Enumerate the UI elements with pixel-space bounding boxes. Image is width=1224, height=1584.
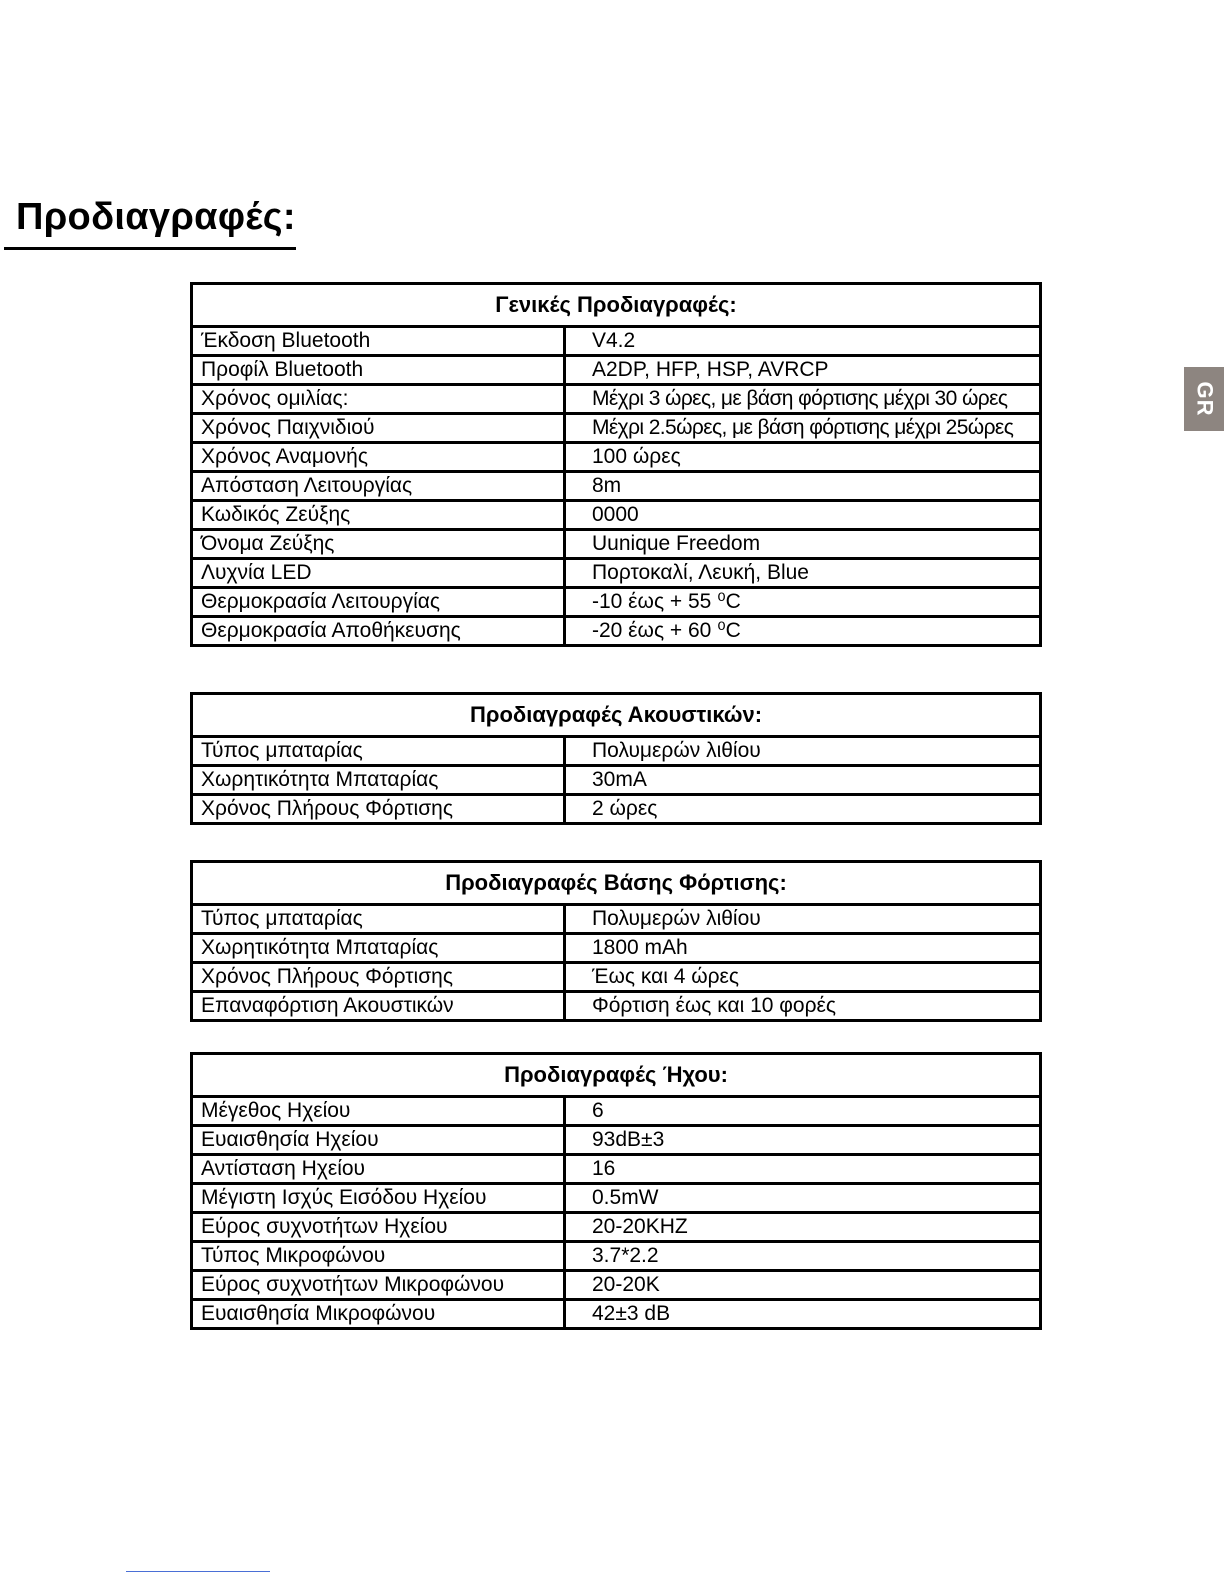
language-tab xyxy=(1184,367,1224,431)
spec-label: Εύρος συχνοτήτων Μικροφώνου xyxy=(192,1271,565,1300)
table-row xyxy=(192,559,1041,588)
language-tab-label: GR xyxy=(1192,381,1217,417)
spec-label: Μέγεθος Ηχείου xyxy=(201,1099,351,1122)
spec-value: 6 xyxy=(565,1097,1041,1126)
earbuds-specs-table xyxy=(190,692,1042,825)
spec-label: Προφίλ Bluetooth xyxy=(192,356,565,385)
spec-label: Χωρητικότητα Μπαταρίας xyxy=(192,766,565,795)
spec-value: Πολυμερών λιθίου xyxy=(565,905,1041,934)
table-row xyxy=(192,1184,1041,1213)
spec-value: 93dB±3 xyxy=(565,1126,1041,1155)
spec-label: Χρόνος Αναμονής xyxy=(192,443,565,472)
spec-label: Ευαισθησία Ηχείου xyxy=(192,1126,565,1155)
spec-label: Τύπος μπαταρίας xyxy=(201,907,363,930)
spec-label: Λυχνία LED xyxy=(192,559,565,588)
spec-label: Απόσταση Λειτουργίας xyxy=(192,472,565,501)
spec-value: 100 ώρες xyxy=(565,443,1041,472)
table-title: Προδιαγραφές Ακουστικών: xyxy=(192,694,1041,737)
table-row xyxy=(192,795,1041,824)
spec-value: -20 έως + 60 ⁰C xyxy=(565,617,1041,646)
table-row xyxy=(192,327,1041,356)
spec-value: 30mA xyxy=(565,766,1041,795)
spec-value: 20-20K xyxy=(565,1271,1041,1300)
spec-label: Όνομα Ζεύξης xyxy=(192,530,565,559)
spec-label: Θερμοκρασία Αποθήκευσης xyxy=(192,617,565,646)
spec-value: 3.7*2.2 xyxy=(565,1242,1041,1271)
table-row xyxy=(192,617,1041,646)
spec-value: A2DP, HFP, HSP, AVRCP xyxy=(565,356,1041,385)
spec-label: Τύπος μπαταρίας xyxy=(201,739,363,762)
spec-label: Χρόνος ομιλίας: xyxy=(192,385,565,414)
spec-value: Πορτοκαλί, Λευκή, Blue xyxy=(565,559,1041,588)
spec-value: Μέχρι 3 ώρες, με βάση φόρτισης μέχρι 30 ώρες xyxy=(565,385,1041,414)
table-row xyxy=(192,588,1041,617)
spec-value: 2 ώρες xyxy=(565,795,1041,824)
spec-value: Έως και 4 ώρες xyxy=(565,963,1041,992)
table-row xyxy=(192,992,1041,1021)
table-title: Προδιαγραφές Βάσης Φόρτισης: xyxy=(192,862,1041,905)
table-row xyxy=(192,1126,1041,1155)
spec-label: Κωδικός Ζεύξης xyxy=(192,501,565,530)
spec-value: Πολυμερών λιθίου xyxy=(565,737,1041,766)
spec-label: Θερμοκρασία Λειτουργίας xyxy=(192,588,565,617)
spec-value: Μέχρι 2.5ώρες, με βάση φόρτισης μέχρι 25ώρες xyxy=(565,414,1041,443)
table-row xyxy=(192,934,1041,963)
spec-value: -10 έως + 55 ⁰C xyxy=(565,588,1041,617)
spec-value: 8m xyxy=(565,472,1041,501)
title-underline xyxy=(4,247,296,250)
footer-divider xyxy=(126,1571,270,1572)
table-row xyxy=(192,737,1041,766)
spec-value: 42±3 dB xyxy=(565,1300,1041,1329)
spec-label: Μέγιστη Ισχύς Εισόδου Ηχείου xyxy=(192,1184,565,1213)
page-title: Προδιαγραφές: xyxy=(16,196,296,238)
charging-case-specs-table xyxy=(190,860,1042,1022)
spec-label: Χρόνος Πλήρους Φόρτισης xyxy=(192,795,565,824)
table-row xyxy=(192,530,1041,559)
table-row xyxy=(192,385,1041,414)
spec-value: Φόρτιση έως και 10 φορές xyxy=(565,992,1041,1021)
table-row xyxy=(192,1155,1041,1184)
table-row xyxy=(192,963,1041,992)
spec-label: Χωρητικότητα Μπαταρίας xyxy=(192,934,565,963)
table-row xyxy=(192,443,1041,472)
spec-value: V4.2 xyxy=(565,327,1041,356)
spec-value: 0000 xyxy=(565,501,1041,530)
table-row xyxy=(192,472,1041,501)
table-row xyxy=(192,1300,1041,1329)
spec-label: Χρόνος Πλήρους Φόρτισης xyxy=(192,963,565,992)
general-specs-table xyxy=(190,282,1042,647)
spec-value: 0.5mW xyxy=(565,1184,1041,1213)
table-row xyxy=(192,1097,1041,1126)
table-row xyxy=(192,1213,1041,1242)
spec-value: 20-20KHZ xyxy=(565,1213,1041,1242)
table-title: Γενικές Προδιαγραφές: xyxy=(192,284,1041,327)
table-row xyxy=(192,356,1041,385)
spec-label: Χρόνος Παιχνιδιού xyxy=(192,414,565,443)
table-row xyxy=(192,766,1041,795)
spec-label: Επαναφόρτιση Ακουστικών xyxy=(192,992,565,1021)
spec-value: Uunique Freedom xyxy=(565,530,1041,559)
spec-value: 16 xyxy=(565,1155,1041,1184)
spec-label: Αντίσταση Ηχείου xyxy=(192,1155,565,1184)
spec-label: Ευαισθησία Μικροφώνου xyxy=(192,1300,565,1329)
table-row xyxy=(192,1242,1041,1271)
spec-value: 1800 mAh xyxy=(565,934,1041,963)
spec-label: Εύρος συχνοτήτων Ηχείου xyxy=(192,1213,565,1242)
spec-label: Έκδοση Bluetooth xyxy=(201,329,371,352)
table-title: Προδιαγραφές Ήχου: xyxy=(192,1054,1041,1097)
spec-label: Τύπος Μικροφώνου xyxy=(192,1242,565,1271)
table-row xyxy=(192,501,1041,530)
table-row xyxy=(192,905,1041,934)
audio-specs-table xyxy=(190,1052,1042,1330)
table-row xyxy=(192,1271,1041,1300)
table-row xyxy=(192,414,1041,443)
